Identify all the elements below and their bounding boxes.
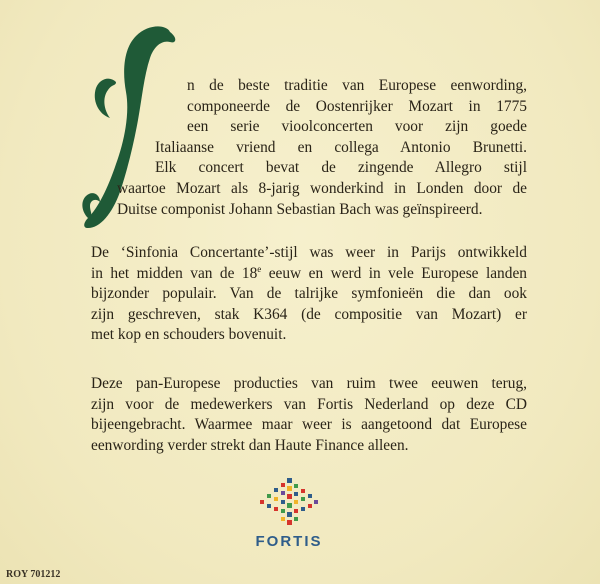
text-line: Italiaanse vriend en collega Antonio Brunetti. (155, 138, 527, 156)
fortis-wordmark: FORTIS (255, 533, 323, 550)
ordinal-superscript: e (257, 263, 262, 274)
text-line: Duitse componist Johann Sebastian Bach was geïnspireerd. (117, 200, 483, 218)
text-line: bijeengebracht. Waarmee maar weer is aangetoond dat Europese (91, 416, 527, 434)
paragraph-1 (87, 76, 527, 220)
text-line: Deze pan-Europese producties van ruim twee eeuwen terug, (91, 375, 527, 392)
text-line: zijn voor de medewerkers van Fortis Nederland op deze CD (91, 395, 527, 413)
paragraph-3 (91, 374, 527, 456)
catalog-number: ROY 701212 (6, 569, 61, 580)
paragraph-2 (91, 243, 527, 346)
text-line: componeerde de Oostenrijker Mozart in 1775 (187, 97, 527, 115)
text-line: met kop en schouders bovenuit. (91, 326, 287, 344)
text-line: eenwording verder strekt dan Haute Finance alleen. (91, 436, 409, 454)
text-line: De ‘Sinfonia Concertante’-stijl was weer in Parijs ontwikkeld (91, 244, 527, 261)
text-line: Elk concert bevat de zingende Allegro stijl (155, 159, 527, 177)
text-line (91, 264, 527, 285)
fortis-logo-mark (254, 476, 324, 526)
text-line: bijzonder populair. Van de talrijke symfonieën die dan ook (91, 285, 527, 303)
text-line: een serie vioolconcerten voor zijn goede (187, 118, 527, 136)
text-line-rest: eeuw en werd in vele Europese landen (268, 264, 527, 282)
text-line: waartoe Mozart als 8-jarig wonderkind in Londen door de (117, 179, 527, 197)
text-line: zijn geschreven, stak K364 (de compositie van Mozart) er (91, 305, 527, 323)
text-line-prefix: in het midden van de 18 (91, 264, 258, 282)
text-line: n de beste traditie van Europese eenwording, (187, 77, 527, 94)
